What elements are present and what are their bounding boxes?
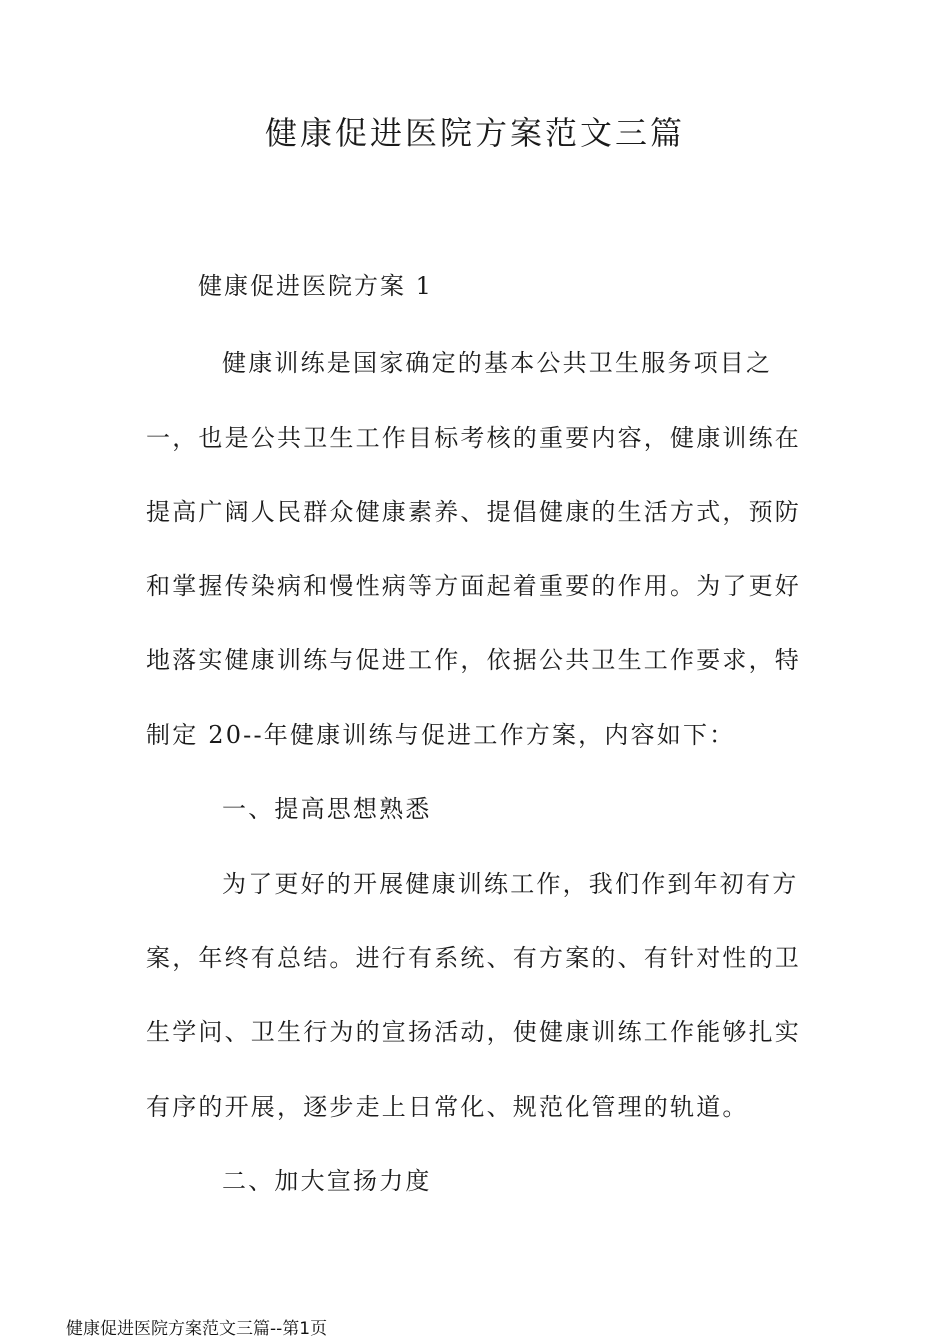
section-heading: 健康促进医院方案 1 [198,272,433,300]
paragraph-line: 地落实健康训练与促进工作，依据公共卫生工作要求，特 [146,646,801,674]
paragraph-line: 制定 20--年健康训练与促进工作方案，内容如下： [146,721,736,749]
paragraph-line: 健康训练是国家确定的基本公共卫生服务项目之 [222,349,773,377]
paragraph-line: 案，年终有总结。进行有系统、有方案的、有针对性的卫 [146,944,801,972]
document-title: 健康促进医院方案范文三篇 [264,114,685,152]
paragraph-line: 有序的开展，逐步走上日常化、规范化管理的轨道。 [146,1093,749,1121]
subsection-heading: 一、提高思想熟悉 [222,795,432,823]
paragraph-line: 为了更好的开展健康训练工作，我们作到年初有方 [222,870,799,898]
paragraph-line: 和掌握传染病和慢性病等方面起着重要的作用。为了更好 [146,572,801,600]
paragraph-line: 生学问、卫生行为的宣扬活动，使健康训练工作能够扎实 [146,1018,801,1046]
page-footer: 健康促进医院方案范文三篇--第1页 [66,1319,328,1339]
paragraph-line: 一，也是公共卫生工作目标考核的重要内容，健康训练在 [146,424,801,452]
paragraph-line: 提高广阔人民群众健康素养、提倡健康的生活方式，预防 [146,498,801,526]
subsection-heading: 二、加大宣扬力度 [222,1167,432,1195]
